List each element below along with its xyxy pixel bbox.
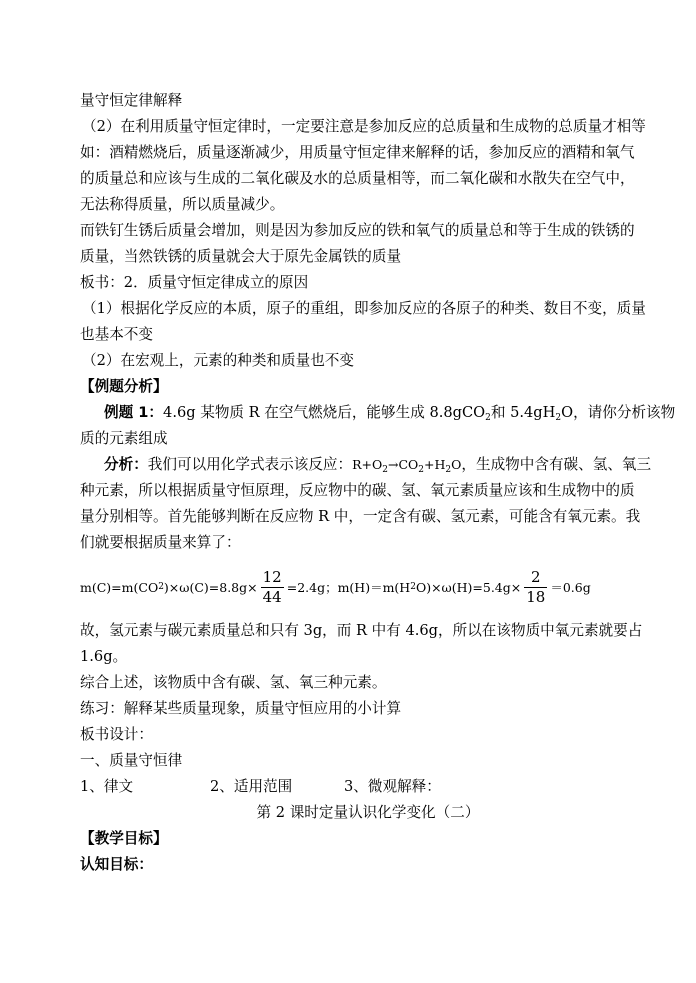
analysis-label: 分析： bbox=[104, 456, 148, 473]
text-line: 量守恒定律解释 bbox=[80, 92, 183, 109]
board-item: 1、律文 bbox=[80, 778, 134, 795]
analysis-line: 分析：我们可以用化学式表示该反应：$R+O_2\to CO_2+H_2O$，生成物中含有碳、氢、氧三 bbox=[104, 456, 652, 475]
teaching-goals-heading: 【教学目标】 bbox=[80, 830, 168, 847]
text-line: 板书：2．质量守恒定律成立的原因 bbox=[80, 274, 309, 291]
text-line: 种元素，所以根据质量守恒原理，反应物中的碳、氢、氧元素质量应该和生成物中的质 bbox=[80, 482, 635, 499]
board-item: 3、微观解释： bbox=[344, 778, 441, 795]
cognitive-goals-heading: 认知目标： bbox=[80, 856, 153, 873]
text-line: 而铁钉生锈后质量会增加，则是因为参加反应的铁和氧气的质量总和等于生成的铁锈的 bbox=[80, 222, 635, 239]
example-label: 例题 1： bbox=[104, 404, 164, 421]
calculation-formula: m(C)=m(CO 2 )×ω(C)=8.8g× $\frac{12}{44}$ =2.4g；m(H)＝m(H 2 O)×ω(H)=5.4g× $\frac{2}{18}$ ＝0.6g bbox=[80, 567, 591, 606]
text-line: 质的元素组成 bbox=[80, 430, 168, 447]
text-line: 1.6g。 bbox=[80, 648, 128, 665]
text-line: （2）在宏观上，元素的种类和质量也不变 bbox=[82, 352, 354, 369]
text-line: 一、质量守恒律 bbox=[80, 752, 183, 769]
text-line: 也基本不变 bbox=[80, 326, 153, 343]
board-design-items bbox=[80, 774, 620, 800]
section-title: 第 2 课时定量认识化学变化（二） bbox=[256, 804, 480, 821]
fraction-hydrogen: $\frac{2}{18}$ bbox=[526, 567, 546, 606]
text-line: 们就要根据质量来算了： bbox=[80, 534, 241, 551]
example-text: 4.6g 某物质 R 在空气燃烧后，能够生成 8.8gCO bbox=[163, 404, 486, 421]
text-line: 综合上述，该物质中含有碳、氢、氧三种元素。 bbox=[80, 674, 387, 691]
text-line: （1）根据化学反应的本质，原子的重组，即参加反应的各原子的种类、数目不变，质量 bbox=[82, 300, 646, 317]
reaction-equation: $R+O_2\to CO_2+H_2O$ bbox=[352, 457, 462, 475]
text-line: 量分别相等。首先能够判断在反应物 R 中，一定含有碳、氢元素，可能含有氧元素。我 bbox=[80, 508, 641, 525]
text-line: 如：酒精燃烧后，质量逐渐减少，用质量守恒定律来解释的话，参加反应的酒精和氧气 bbox=[80, 144, 635, 161]
example-line: 例题 1：4.6g 某物质 R 在空气燃烧后，能够生成 8.8gCO$_2$和 $5.4gH_2O$，请你分析该物 bbox=[104, 404, 676, 423]
text-line: 的质量总和应该与生成的二氧化碳及水的总质量相等，而二氧化碳和水散失在空气中， bbox=[80, 170, 635, 187]
document-page bbox=[80, 88, 676, 878]
board-item: 2、适用范围 bbox=[210, 778, 293, 795]
section-heading: 【例题分析】 bbox=[80, 378, 168, 395]
text-line: 故，氢元素与碳元素质量总和只有 3g，而 R 中有 4.6g，所以在该物质中氧元素就要占 bbox=[80, 622, 643, 639]
text-line: 无法称得质量，所以质量减少。 bbox=[80, 196, 285, 213]
text-line: 练习：解释某些质量现象，质量守恒应用的小计算 bbox=[80, 700, 402, 717]
text-line: 板书设计： bbox=[80, 726, 153, 743]
fraction-carbon: $\frac{12}{44}$ bbox=[262, 567, 282, 606]
text-line: （2）在利用质量守恒定律时，一定要注意是参加反应的总质量和生成物的总质量才相等 bbox=[82, 118, 646, 135]
text-line: 质量，当然铁锈的质量就会大于原先金属铁的质量 bbox=[80, 248, 402, 265]
